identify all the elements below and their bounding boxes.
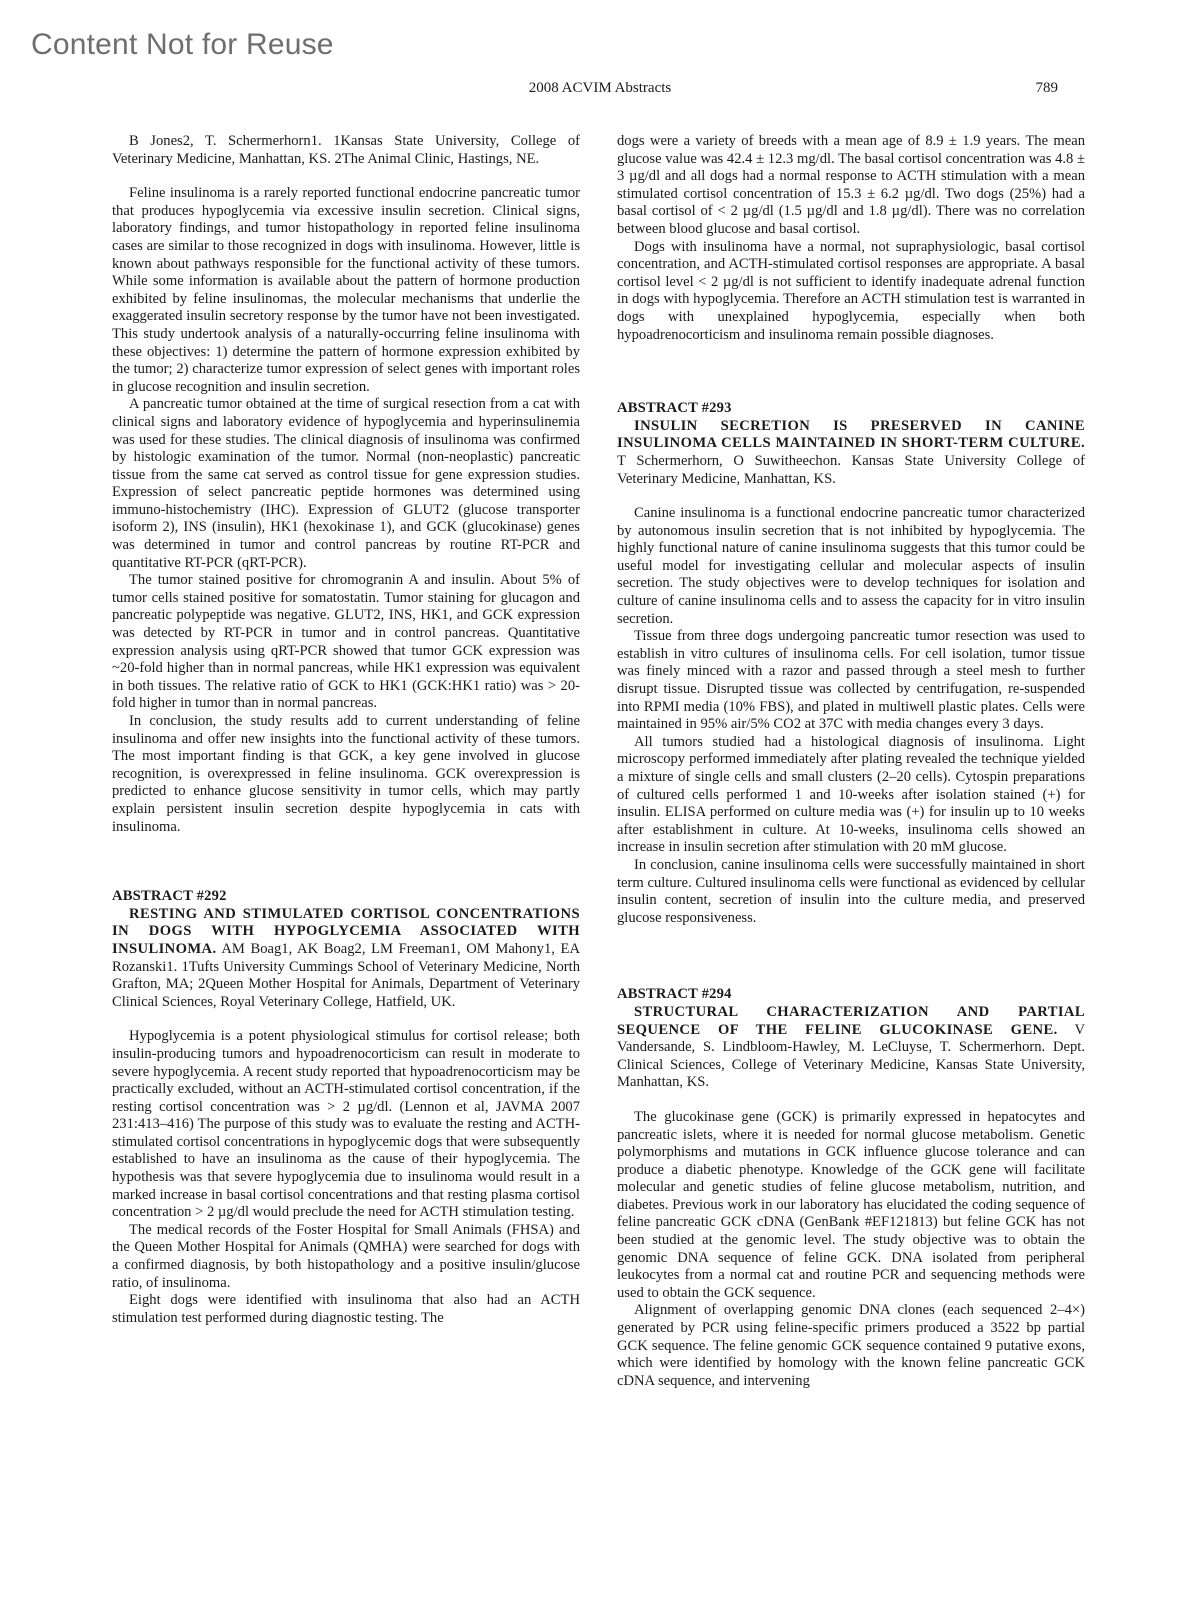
body-paragraph: A pancreatic tumor obtained at the time of surgical resection from a cat with clinical signs and laboratory evidence of hypoglycemia and hyperinsulinemia was used for these studies. The clinical diagnosis of insulinoma was confirmed by histologic examination of the tumor. Normal (non-neoplastic) pancreatic tissue from the same cat served as control tissue for gene expression studies. Expression of select pancreatic peptide hormones was determined using immuno-histochemistry (IHC). Expression of GLUT2 (glucose transporter isoform 2), INS (insulin), HK1 (hexokinase 1), and GCK (glucokinase) genes was determined in tumor and control pancreas by routine RT-PCR and quantitative RT-PCR (qRT-PCR). [112, 396, 580, 571]
abstract-label: ABSTRACT #294 [617, 986, 732, 1003]
body-paragraph: Eight dogs were identified with insulinoma that also had an ACTH stimulation test performed during diagnostic testing. The [112, 1292, 580, 1326]
body-paragraph: All tumors studied had a histological diagnosis of insulinoma. Light microscopy performed immediately after plating revealed the technique yielded a mixture of single cells and small clusters (2–20 cells). Cytospin preparations of cultured cells performed 1 and 10-weeks after isolation stained (+) for insulin. ELISA performed on culture media was (+) for insulin up to 10 weeks after establishment in culture. At 10-weeks, insulinoma cells showed an increase in insulin secretion after stimulation with 20 mM glucose. [617, 733, 1085, 856]
body-paragraph: Feline insulinoma is a rarely reported functional endocrine pancreatic tumor that produces hypoglycemia via excessive insulin secretion. Clinical signs, laboratory findings, and tumor histopathology in reported feline insulinoma cases are similar to those recognized in dogs with insulinoma. However, little is known about pathways responsible for the functional activity of these tumors. While some information is available about the pattern of hormone production exhibited by feline insulinomas, the molecular mechanisms that underlie the exaggerated insulin secretory response by the tumor have not been investigated. This study undertook analysis of a naturally-occurring feline insulinoma with these objectives: 1) determine the pattern of hormone expression exhibited by the tumor; 2) characterize tumor expression of select genes with important roles in glucose recognition and insulin secretion. [112, 185, 580, 395]
body-paragraph: The glucokinase gene (GCK) is primarily expressed in hepatocytes and pancreatic islets, where it is needed for normal glucose metabolism. Genetic polymorphisms and mutations in GCK influence glucose tolerance and can produce a diabetic phenotype. Knowledge of the GCK gene will facilitate molecular and genetic studies of feline glucose metabolism, nutrition, and diabetes. Previous work in our laboratory has elucidated the coding sequence of feline pancreatic GCK cDNA (GenBank #EF121813) but feline GCK has not been studied at the genomic level. The study objective was to obtain the genomic DNA sequence of feline GCK. DNA isolated from peripheral leukocytes from a normal cat and routine PCR and sequencing methods were used to obtain the GCK sequence. [617, 1108, 1085, 1301]
body-paragraph: Alignment of overlapping genomic DNA clones (each sequenced 2–4×) generated by PCR using feline-specific primers produced a 3522 bp partial GCK sequence. The feline genomic GCK sequence contained 9 putative exons, which were identified by homology with the known feline pancreatic GCK cDNA sequence, and intervening [617, 1302, 1085, 1389]
body-paragraph: In conclusion, canine insulinoma cells were successfully maintained in short term culture. Cultured insulinoma cells were functional as evidenced by cellular insulin content, secretion of insulin into the culture media, and preserved glucose responsiveness. [617, 856, 1085, 926]
abstract-294 [617, 986, 1085, 1390]
abstract-title: STRUCTURAL CHARACTERIZATION AND PARTIAL SEQUENCE OF THE FELINE GLUCOKINASE GENE. [617, 1003, 1085, 1038]
abstract-heading [617, 418, 1085, 488]
abstract-heading [617, 1004, 1085, 1092]
body-paragraph: dogs were a variety of breeds with a mean age of 8.9 ± 1.9 years. The mean glucose value was 42.4 ± 12.3 mg/dl. The basal cortisol concentration was 4.8 ± 3 µg/dl and all dogs had a normal response to ACTH stimulation with a mean stimulated cortisol concentration of 15.3 ± 6.2 µg/dl. Two dogs (25%) had a basal cortisol of < 2 µg/dl (1.5 µg/dl and 1.8 µg/dl). There was no correlation between blood glucose and basal cortisol. [617, 133, 1085, 237]
abstract-293 [617, 400, 1085, 927]
abstract-title: RESTING AND STIMULATED CORTISOL CONCENTRATIONS IN DOGS WITH HYPOGLYCEMIA ASSOCIATED WITH INSULINOMA. [112, 905, 580, 957]
abstract-authors: V Vandersande, S. Lindbloom-Hawley, M. LeCluyse, T. Schermerhorn. Dept. Clinical Sciences, College of Veterinary Medicine, Kansas State University, Manhattan, KS. [617, 1021, 1085, 1091]
abstract-heading [112, 906, 580, 1012]
continuation-affiliation: B Jones2, T. Schermerhorn1. 1Kansas State University, College of Veterinary Medicine, Manhattan, KS. 2The Animal Clinic, Hastings, NE. [112, 133, 580, 167]
body-paragraph: In conclusion, the study results add to current understanding of feline insulinoma and offer new insights into the functional activity of these tumors. The most important finding is that GCK, a key gene involved in glucose recognition, is overexpressed in feline insulinoma. GCK overexpression is predicted to enhance glucose sensitivity in tumor cells, which may partly explain persistent insulin secretion despite hypoglycemia in cats with insulinoma. [112, 713, 580, 835]
abstract-292 [112, 888, 580, 1327]
abstract-title: INSULIN SECRETION IS PRESERVED IN CANINE INSULINOMA CELLS MAINTAINED IN SHORT-TERM CULTURE. [617, 417, 1085, 452]
body-paragraph: Tissue from three dogs undergoing pancreatic tumor resection was used to establish in vitro cultures of insulinoma cells. For cell isolation, tumor tissue was finely minced with a razor and passed through a steel mesh to further disrupt tissue. Disrupted tissue was collected by centrifugation, re-suspended into RPMI media (10% FBS), and plated in multiwell plastic plates. Cells were maintained in 95% air/5% CO2 at 37C with media changes every 3 days. [617, 628, 1085, 733]
body-paragraph: The medical records of the Foster Hospital for Small Animals (FHSA) and the Queen Mother Hospital for Animals (QMHA) were searched for dogs with a confirmed diagnosis, by both histopathology and a positive insulin/glucose ratio, of insulinoma. [112, 1221, 580, 1291]
right-column [617, 133, 1085, 1390]
abstract-authors: AM Boag1, AK Boag2, LM Freeman1, OM Mahony1, EA Rozanski1. 1Tufts University Cummings School of Veterinary Medicine, North Grafton, MA; 2Queen Mother Hospital for Animals, Department of Veterinary Clinical Sciences, Royal Veterinary College, Hatfield, UK. [112, 940, 580, 1010]
watermark: Content Not for Reuse [31, 28, 334, 61]
left-column [112, 133, 580, 1327]
body-paragraph: Hypoglycemia is a potent physiological stimulus for cortisol release; both insulin-producing tumors and hypoadrenocorticism can result in moderate to severe hypoglycemia. A recent study reported that hypoadrenocorticism may be practically excluded, without an ACTH-stimulated cortisol concentration, if the resting cortisol concentration was > 2 µg/dl. (Lennon et al, JAVMA 2007 231:413–416) The purpose of this study was to evaluate the resting and ACTH-stimulated cortisol concentrations in hypoglycemic dogs that were subsequently established to have an insulinoma as the cause of their hypoglycemia. The hypothesis was that severe hypoglycemia due to insulinoma would result in a marked increase in basal cortisol concentrations and that resting plasma cortisol concentration > 2 µg/dl would preclude the need for ACTH stimulation testing. [112, 1028, 580, 1221]
journal-title: 2008 ACVIM Abstracts [528, 80, 672, 96]
abstract-authors: T Schermerhorn, O Suwitheechon. Kansas State University College of Veterinary Medicine, Manhattan, KS. [617, 452, 1085, 487]
abstract-label: ABSTRACT #293 [617, 400, 732, 417]
body-paragraph: Dogs with insulinoma have a normal, not supraphysiologic, basal cortisol concentration, and ACTH-stimulated cortisol responses are appropriate. A basal cortisol level < 2 µg/dl is not sufficient to identify inadequate adrenal function in dogs with hypoglycemia. Therefore an ACTH stimulation test is warranted in dogs with unexplained hypoglycemia, especially when both hypoadrenocorticism and insulinoma remain possible diagnoses. [617, 238, 1085, 343]
page-number: 789 [1035, 80, 1058, 96]
body-paragraph: The tumor stained positive for chromogranin A and insulin. About 5% of tumor cells stained positive for somatostatin. Tumor staining for glucagon and pancreatic polypeptide was negative. GLUT2, INS, HK1, and GCK expression was detected by RT-PCR in tumor and in control pancreas. Quantitative expression analysis using qRT-PCR showed that tumor GCK expression was ~20-fold higher than in normal pancreas, while HK1 expression was equivalent in both tissues. The relative ratio of GCK to HK1 (GCK:HK1 ratio) was > 20-fold higher in tumor than in normal pancreas. [112, 572, 580, 712]
abstract-label: ABSTRACT #292 [112, 888, 227, 905]
body-paragraph: Canine insulinoma is a functional endocrine pancreatic tumor characterized by autonomous insulin secretion that is not inhibited by hypoglycemia. The highly functional nature of canine insulinoma suggests that this tumor could be useful model for investigating cellular and molecular aspects of insulin secretion. The study objectives were to develop techniques for isolation and culture of canine insulinoma cells and to assess the capacity for in vitro insulin secretion. [617, 505, 1085, 627]
